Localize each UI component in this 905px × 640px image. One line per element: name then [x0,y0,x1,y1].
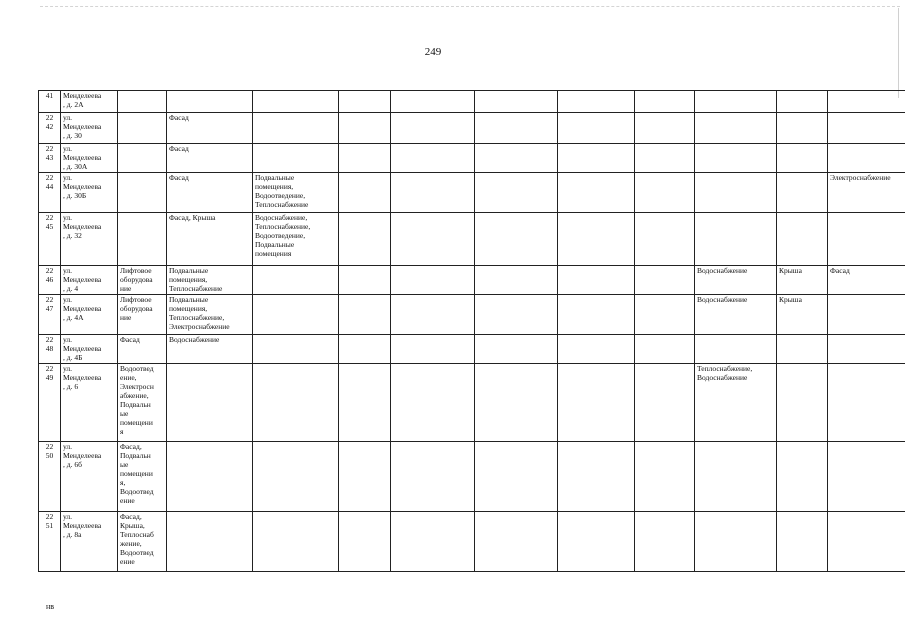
table-cell: Фасад, Подвальн ые помещени я, Водоотвед ение [118,442,167,512]
table-cell [475,364,558,442]
table-cell: Теплоснабжение, Водоснабжение [695,364,777,442]
table-cell [167,364,253,442]
table-cell [777,91,828,113]
schedule-table [38,90,905,572]
address-cell: ул. Менделеева , д. 4 [61,266,118,295]
table-cell [118,91,167,113]
table-cell [558,335,635,364]
table-cell: Подвальные помещения, Водоотведение, Теплоснабжение [253,173,339,213]
table-cell [253,442,339,512]
table-cell [475,442,558,512]
table-cell [118,173,167,213]
table-row [39,113,905,144]
row-number-cell: 22 47 [39,295,61,335]
table-cell [475,113,558,144]
table-cell [391,113,475,144]
table-cell [339,173,391,213]
table-cell [558,295,635,335]
table-cell [777,213,828,266]
row-number-cell: 22 44 [39,173,61,213]
table-cell [475,173,558,213]
address-cell: ул. Менделеева , д. 30Б [61,173,118,213]
table-cell [253,91,339,113]
table-cell [635,442,695,512]
table-cell [391,442,475,512]
footer-mark: нв [46,602,55,611]
table-cell: Фасад [118,335,167,364]
table-cell [475,213,558,266]
table-cell [635,213,695,266]
table-cell [777,364,828,442]
table-row [39,266,905,295]
table-cell [635,295,695,335]
table-cell [828,295,905,335]
row-number-cell: 22 49 [39,364,61,442]
table-cell [339,266,391,295]
table-cell [475,144,558,173]
table-cell: Водоснабжение, Теплоснабжение, Водоотведение, Подвальные помещения [253,213,339,266]
row-number-cell: 22 46 [39,266,61,295]
table-cell [828,364,905,442]
table-cell [167,442,253,512]
table-cell [475,91,558,113]
table-cell [558,113,635,144]
table-cell [828,144,905,173]
table-cell [475,335,558,364]
address-cell: ул. Менделеева , д. 4А [61,295,118,335]
table-cell [118,144,167,173]
table-cell [253,364,339,442]
table-cell [777,442,828,512]
table-cell [391,512,475,572]
table-cell [635,266,695,295]
table-cell [695,442,777,512]
table-cell [695,173,777,213]
table-cell [777,144,828,173]
row-number-cell: 22 48 [39,335,61,364]
table-cell [777,113,828,144]
table-cell [339,295,391,335]
table-cell [475,266,558,295]
table-cell [558,213,635,266]
address-cell: ул. Менделеева , д. 30 [61,113,118,144]
table-cell [391,91,475,113]
table-cell [391,295,475,335]
table-cell [777,173,828,213]
address-cell: ул. Менделеева , д. 30А [61,144,118,173]
address-cell: ул. Менделеева , д. 32 [61,213,118,266]
table-cell: Водоснабжение [695,295,777,335]
table-cell [339,512,391,572]
table-cell [253,113,339,144]
table-cell [253,295,339,335]
table-cell [558,266,635,295]
scan-edge-right [898,8,899,98]
table-row [39,295,905,335]
table-cell [391,364,475,442]
table-cell: Фасад [167,144,253,173]
table-cell: Электроснабжение [828,173,905,213]
table-cell [558,144,635,173]
table-cell [635,113,695,144]
table-cell [339,364,391,442]
table-cell [558,91,635,113]
table-cell: Водоснабжение [695,266,777,295]
table-cell [828,91,905,113]
row-number-cell: 22 42 [39,113,61,144]
table-row [39,213,905,266]
table-cell [339,91,391,113]
table-cell [695,113,777,144]
table-cell [339,113,391,144]
table-cell [558,364,635,442]
table-cell: Крыша [777,295,828,335]
table-cell [828,442,905,512]
table-cell [828,213,905,266]
table-cell [167,91,253,113]
address-cell: ул. Менделеева , д. 4Б [61,335,118,364]
row-number-cell: 22 51 [39,512,61,572]
table-cell [339,213,391,266]
table-cell [167,512,253,572]
table-cell [118,113,167,144]
table-row [39,91,905,113]
table-cell [118,213,167,266]
table-row [39,512,905,572]
table-row [39,335,905,364]
table-cell [635,512,695,572]
table-cell: Лифтовое оборудова ние [118,266,167,295]
table-cell [391,266,475,295]
table-cell: Подвальные помещения, Теплоснабжение [167,266,253,295]
table-cell [391,335,475,364]
table-cell [339,335,391,364]
table-cell [635,173,695,213]
table-cell: Подвальные помещения, Теплоснабжение, Электроснабжение [167,295,253,335]
table-cell [635,144,695,173]
table-cell [777,512,828,572]
scan-edge-top [40,6,900,17]
table-cell: Фасад [167,113,253,144]
table-cell [695,91,777,113]
table-cell [253,335,339,364]
table-cell [558,442,635,512]
address-cell: ул. Менделеева , д. 6 [61,364,118,442]
table-cell [253,512,339,572]
table-cell [339,144,391,173]
table-row [39,173,905,213]
table-cell [635,335,695,364]
table-cell: Водоснабжение [167,335,253,364]
address-cell: Менделеева , д. 2А [61,91,118,113]
table-cell [828,113,905,144]
table-cell [695,144,777,173]
table-cell: Фасад [167,173,253,213]
row-number-cell: 22 50 [39,442,61,512]
table-cell [391,173,475,213]
table-cell [391,213,475,266]
table-cell: Фасад [828,266,905,295]
table-cell [828,512,905,572]
table-cell [635,91,695,113]
table-row [39,442,905,512]
table-cell [695,213,777,266]
schedule-table-body [39,91,905,572]
row-number-cell: 41 [39,91,61,113]
table-row [39,364,905,442]
table-cell: Водоотвед ение, Электросн абжение, Подвальн ые помещени я [118,364,167,442]
table-row [39,144,905,173]
table-cell [475,295,558,335]
address-cell: ул. Менделеева , д. 8а [61,512,118,572]
table-cell [253,144,339,173]
page-number: 249 [424,46,442,58]
table-cell: Фасад, Крыша, Теплоснаб жение, Водоотвед ение [118,512,167,572]
table-cell: Крыша [777,266,828,295]
table-cell [558,512,635,572]
table-cell [828,335,905,364]
table-cell [558,173,635,213]
row-number-cell: 22 43 [39,144,61,173]
table-cell [339,442,391,512]
address-cell: ул. Менделеева , д. 6б [61,442,118,512]
table-cell: Фасад, Крыша [167,213,253,266]
table-cell [391,144,475,173]
table-cell: Лифтовое оборудова ние [118,295,167,335]
table-cell [475,512,558,572]
table-cell [695,512,777,572]
table-cell [635,364,695,442]
table-cell [253,266,339,295]
table-cell [695,335,777,364]
row-number-cell: 22 45 [39,213,61,266]
table-cell [777,335,828,364]
